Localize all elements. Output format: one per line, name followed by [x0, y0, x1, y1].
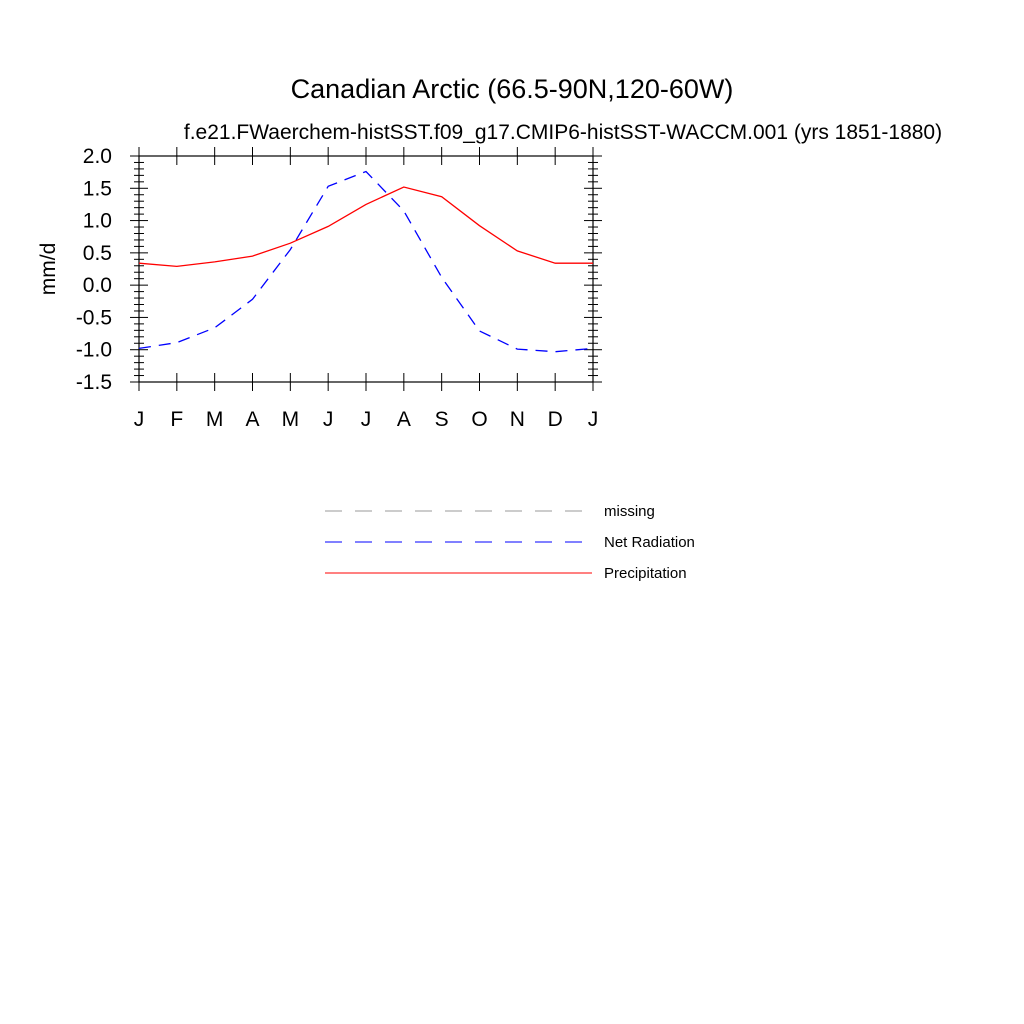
x-tick-label: J	[587, 408, 599, 431]
legend-label-precipitation: Precipitation	[604, 565, 687, 582]
x-tick-label: A	[245, 408, 260, 431]
y-tick-label: 0.5	[82, 241, 112, 265]
x-tick-label: F	[170, 408, 184, 431]
legend	[325, 503, 695, 582]
x-tick-label: S	[434, 408, 449, 431]
x-tick-label: J	[322, 408, 334, 431]
y-tick-label: 2.0	[82, 145, 112, 168]
x-tick-label: N	[509, 408, 525, 431]
y-tick-label: -1.5	[75, 371, 112, 394]
y-tick-label: -1.0	[75, 338, 112, 362]
x-tick-label: O	[471, 408, 488, 431]
plot-frame	[139, 156, 593, 382]
series-line-precipitation	[139, 187, 593, 266]
y-tick-label: 1.0	[82, 209, 112, 233]
y-axis-label: mm/d	[37, 242, 60, 296]
x-tick-label: D	[547, 408, 563, 431]
y-tick-label: 0.0	[82, 274, 112, 298]
y-tick-label: -0.5	[75, 306, 112, 330]
plot-area	[76, 145, 602, 431]
chart-title: Canadian Arctic (66.5-90N,120-60W)	[290, 74, 734, 104]
x-tick-label: J	[133, 408, 145, 431]
x-tick-label: J	[360, 408, 372, 431]
x-tick-label: M	[281, 408, 300, 431]
legend-label-missing: missing	[604, 503, 655, 520]
x-tick-label: M	[205, 408, 224, 431]
series-line-net-radiation	[139, 172, 593, 352]
x-tick-label: A	[396, 408, 411, 431]
legend-label-net-radiation: Net Radiation	[604, 534, 695, 551]
y-tick-label: 1.5	[82, 177, 112, 201]
chart-subtitle: f.e21.FWaerchem-histSST.f09_g17.CMIP6-histSST-WACCM.001 (yrs 1851-1880)	[183, 121, 943, 144]
